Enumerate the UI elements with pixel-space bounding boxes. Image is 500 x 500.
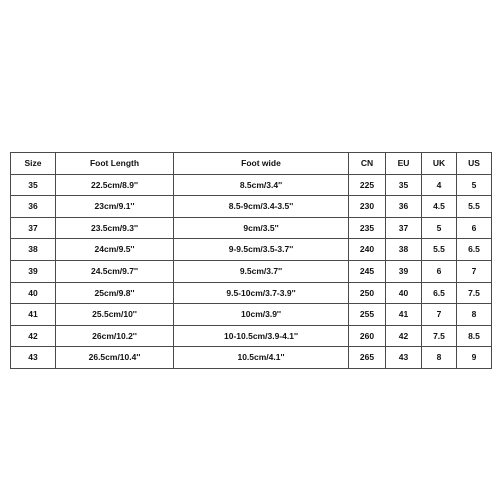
cell-foot-wide: 10cm/3.9'' [174,304,349,326]
cell-us: 7.5 [457,282,492,304]
table-row [11,196,492,218]
cell-cn: 255 [349,304,386,326]
cell-us: 8 [457,304,492,326]
size-chart-body [11,174,492,368]
cell-size: 39 [11,260,56,282]
cell-uk: 7 [422,304,457,326]
cell-size: 43 [11,347,56,369]
cell-foot-length: 23cm/9.1'' [56,196,174,218]
cell-cn: 235 [349,217,386,239]
cell-foot-wide: 10.5cm/4.1'' [174,347,349,369]
cell-foot-wide: 9-9.5cm/3.5-3.7'' [174,239,349,261]
cell-uk: 8 [422,347,457,369]
cell-eu: 40 [386,282,422,304]
cell-foot-wide: 10-10.5cm/3.9-4.1'' [174,325,349,347]
size-chart-table [10,152,492,369]
cell-foot-length: 25cm/9.8'' [56,282,174,304]
table-row [11,239,492,261]
header-cn: CN [349,153,386,175]
cell-cn: 265 [349,347,386,369]
table-row [11,325,492,347]
header-uk: UK [422,153,457,175]
cell-uk: 4.5 [422,196,457,218]
header-foot-length: Foot Length [56,153,174,175]
cell-eu: 36 [386,196,422,218]
cell-uk: 7.5 [422,325,457,347]
cell-foot-length: 26.5cm/10.4'' [56,347,174,369]
table-row [11,217,492,239]
header-foot-wide: Foot wide [174,153,349,175]
cell-us: 8.5 [457,325,492,347]
cell-us: 6 [457,217,492,239]
cell-eu: 39 [386,260,422,282]
cell-foot-wide: 9.5cm/3.7'' [174,260,349,282]
cell-foot-length: 23.5cm/9.3'' [56,217,174,239]
cell-uk: 4 [422,174,457,196]
cell-foot-length: 22.5cm/8.9'' [56,174,174,196]
cell-uk: 6 [422,260,457,282]
cell-us: 9 [457,347,492,369]
cell-foot-wide: 9cm/3.5'' [174,217,349,239]
cell-foot-length: 24.5cm/9.7'' [56,260,174,282]
cell-us: 5 [457,174,492,196]
table-row [11,174,492,196]
table-row [11,304,492,326]
cell-eu: 42 [386,325,422,347]
cell-uk: 5.5 [422,239,457,261]
cell-uk: 6.5 [422,282,457,304]
cell-size: 41 [11,304,56,326]
header-eu: EU [386,153,422,175]
table-header-row [11,153,492,175]
cell-eu: 35 [386,174,422,196]
cell-cn: 225 [349,174,386,196]
table-row [11,282,492,304]
cell-foot-wide: 9.5-10cm/3.7-3.9'' [174,282,349,304]
cell-cn: 250 [349,282,386,304]
header-us: US [457,153,492,175]
cell-cn: 230 [349,196,386,218]
cell-foot-wide: 8.5-9cm/3.4-3.5'' [174,196,349,218]
cell-foot-length: 26cm/10.2'' [56,325,174,347]
cell-cn: 240 [349,239,386,261]
cell-cn: 260 [349,325,386,347]
cell-size: 37 [11,217,56,239]
cell-size: 42 [11,325,56,347]
cell-eu: 41 [386,304,422,326]
cell-size: 40 [11,282,56,304]
cell-cn: 245 [349,260,386,282]
cell-eu: 38 [386,239,422,261]
cell-size: 38 [11,239,56,261]
table-row [11,347,492,369]
table-row [11,260,492,282]
cell-us: 6.5 [457,239,492,261]
cell-eu: 37 [386,217,422,239]
cell-us: 7 [457,260,492,282]
cell-foot-wide: 8.5cm/3.4'' [174,174,349,196]
cell-uk: 5 [422,217,457,239]
cell-eu: 43 [386,347,422,369]
cell-size: 35 [11,174,56,196]
cell-us: 5.5 [457,196,492,218]
cell-size: 36 [11,196,56,218]
cell-foot-length: 24cm/9.5'' [56,239,174,261]
header-size: Size [11,153,56,175]
cell-foot-length: 25.5cm/10'' [56,304,174,326]
